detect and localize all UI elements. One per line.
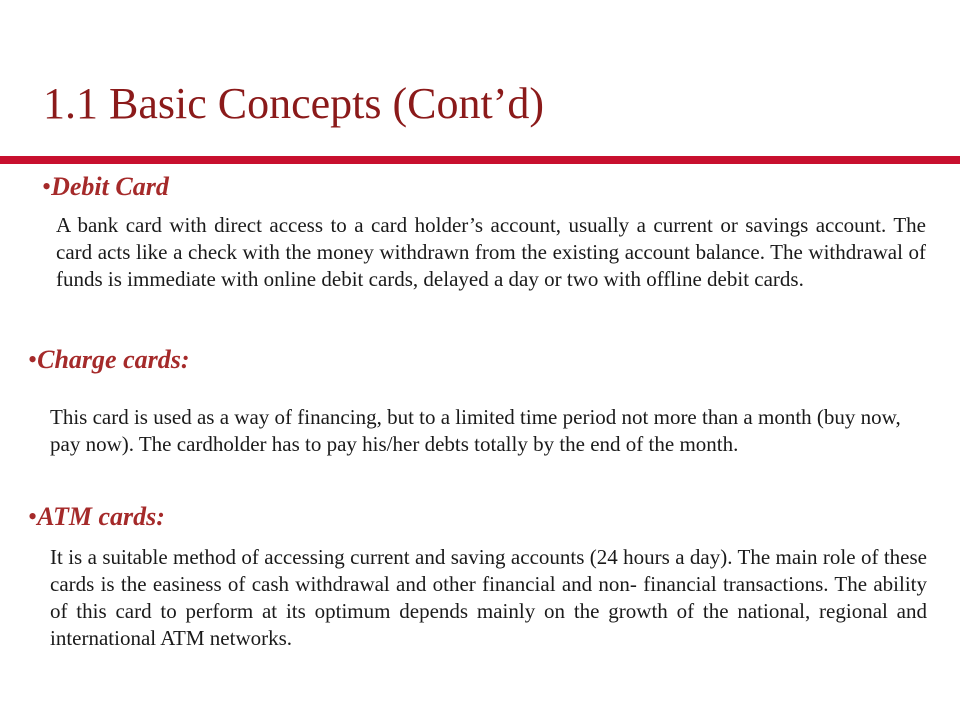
section-heading-atm-cards xyxy=(28,504,165,530)
bullet: • xyxy=(42,172,52,201)
section-heading-charge-cards xyxy=(28,347,190,373)
section-text-charge-cards: This card is used as a way of financing, but to a limited time period not more than a month (buy now, pay now). The cardholder has to pay his/her debts totally by the end of the month. xyxy=(50,405,901,456)
slide-title: 1.1 Basic Concepts (Cont’d) xyxy=(43,79,545,128)
section-heading-debit-card xyxy=(42,174,169,200)
title-divider xyxy=(0,156,960,164)
bullet: • xyxy=(28,345,38,374)
section-text-atm-cards: It is a suitable method of accessing current and saving accounts (24 hours a day). The main role of these cards is the easiness of cash withdrawal and other financial and non- financial transactions. The ability of this card to perform at its optimum depends mainly on the growth of the national, regional and international ATM networks. xyxy=(50,545,927,650)
section-heading-label: Charge cards: xyxy=(37,345,190,374)
section-heading-label: ATM cards: xyxy=(37,502,165,531)
bullet: • xyxy=(28,502,38,531)
section-heading-label: Debit Card xyxy=(51,172,169,201)
section-text-debit-card: A bank card with direct access to a card holder’s account, usually a current or savings account. The card acts like a check with the money withdrawn from the existing account balance. The withdrawal of funds is immediate with online debit cards, delayed a day or two with offline debit cards. xyxy=(56,213,926,291)
